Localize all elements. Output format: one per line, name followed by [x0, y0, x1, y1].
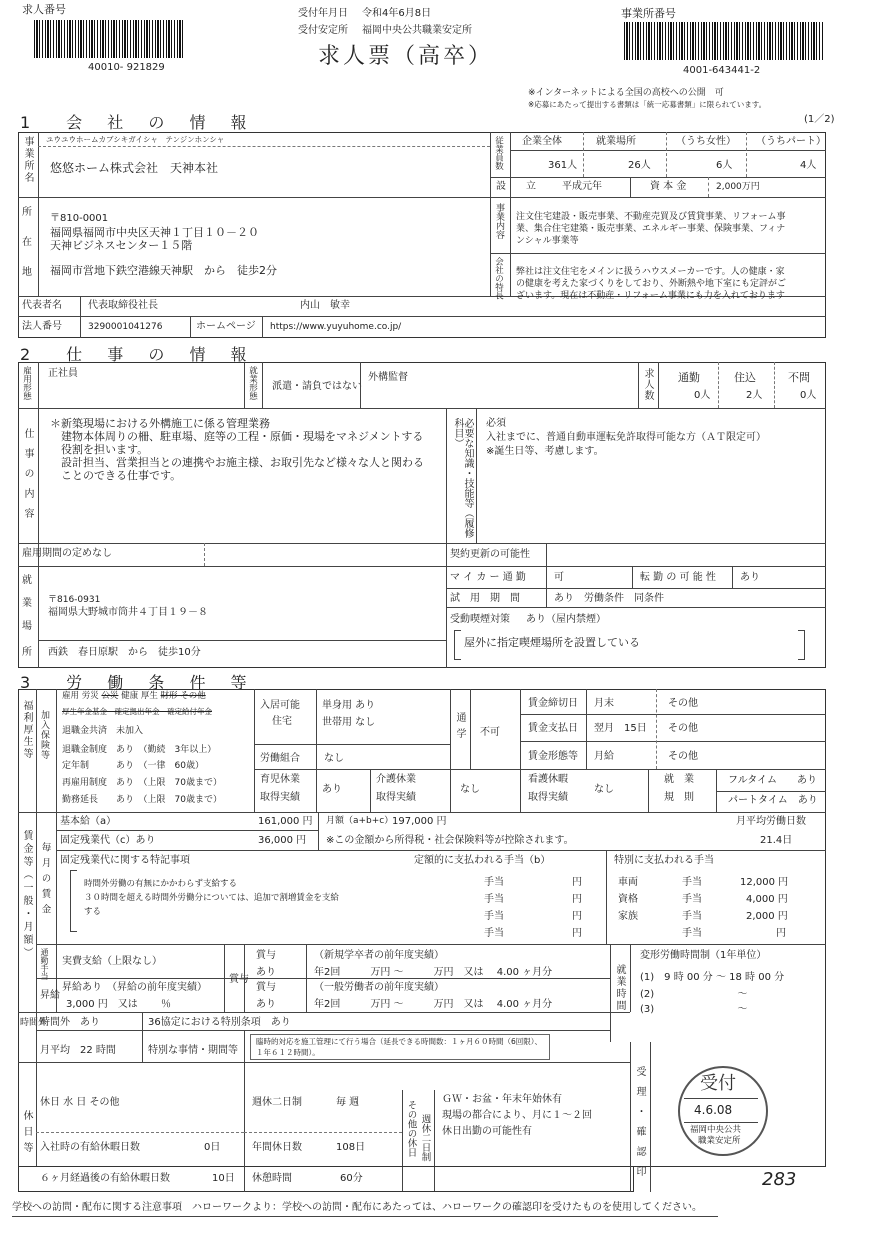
housing-label-2: 住宅	[272, 716, 292, 727]
monthly-avg-overtime: 月平均 22 時間	[40, 1045, 116, 1056]
fixed-overtime-label: 固定残業代（c）あり	[60, 835, 156, 846]
other-holidays-line-1: ＧＷ・お盆・年末年始休有	[442, 1094, 562, 1105]
special-allowance-label: 特別に支払われる手当	[614, 855, 714, 866]
section-job-title: 2 仕 事 の 情 報	[20, 345, 257, 364]
nursing-leave: なし	[460, 784, 480, 795]
car-commute: 可	[554, 572, 564, 583]
childcare-leave-label: 育児休業	[260, 774, 300, 785]
page-indicator: (1／2)	[804, 114, 835, 125]
retirement-mutual-aid: 退職金共済 未加入	[62, 726, 144, 736]
special-allowance-4-unit: 手当	[682, 928, 702, 939]
bonus-new-grad-detail: 年2回 万円 ～ 万円 又は 4.00 ヶ月分	[314, 967, 553, 978]
business-label: 事業内容	[494, 203, 504, 239]
establishment-number-label: 事業所番号	[621, 7, 676, 20]
paid-leave-6m: 10日	[212, 1173, 235, 1184]
childcare-leave: あり	[322, 784, 342, 795]
section-company-title: 1 会 社 の 情 報	[20, 113, 257, 132]
fixed-overtime-notes-label: 固定残業代に関する特記事項	[60, 855, 190, 866]
housing-family: 世帯用 なし	[322, 717, 376, 728]
company-name: 悠悠ホーム株式会社 天神本社	[50, 161, 219, 175]
job-desc-line-3: 役割を担います。	[50, 443, 149, 456]
union-label: 労働組合	[260, 753, 300, 764]
monthly-total: 197,000 円	[392, 816, 447, 827]
homepage-url[interactable]: https://www.yuyuhome.co.jp/	[270, 322, 402, 332]
welfare-label: 福利厚生等	[21, 700, 32, 760]
workplace-label-1: 就	[22, 575, 32, 586]
wage-payday: 翌月 15日	[594, 723, 647, 734]
trial-period: あり 労働条件 同条件	[554, 593, 664, 604]
job-title: 外構監督	[368, 372, 408, 383]
openings-header-commute: 通勤	[678, 371, 700, 384]
special-circumstances-label: 特別な事情・期間等	[148, 1045, 238, 1056]
work-hours-label: 就業時間	[614, 964, 625, 1012]
required-skills-label: 必要な知識・技能等（履修科目）	[452, 418, 473, 538]
insurance-types-row2: 厚生年金基金 確定拠出年金 確定給付年金	[62, 707, 212, 716]
job-desc-line-2: 建物本体周りの柵、駐車場、庭等の工程・原価・現場をマネジメントする	[50, 430, 424, 443]
openings-header-any: 不問	[788, 371, 810, 384]
receipt-label: 受理・確認印	[634, 1066, 645, 1186]
address-label-3: 地	[22, 267, 32, 278]
openings-header-livein: 住込	[734, 371, 756, 384]
emp-count-company: 361人	[548, 160, 578, 171]
paid-leave-start-label: 入社時の有給休暇日数	[40, 1142, 140, 1153]
representative-label: 代表者名	[22, 300, 62, 311]
smoking-policy: あり（屋内禁煙）	[526, 614, 606, 625]
business-line-2: 業、集合住宅建築・販売事業、エネルギー事業、保険事業、フィナ	[516, 224, 786, 234]
smoking-policy-label: 受動喫煙対策	[450, 614, 510, 625]
retirement-age: 定年制 あり （一律 60歳）	[62, 761, 204, 771]
bonus-new-grad: あり	[256, 967, 276, 978]
features-line-3: ざいます。現在は不動産・リフォーム事業にも力を入れております	[516, 291, 785, 301]
overtime-label: 時間外	[20, 1018, 48, 1028]
homepage-label: ホームページ	[196, 321, 256, 332]
representative-name: 内山 敏幸	[300, 300, 350, 311]
business-line-1: 注文住宅建設・販売事業、不動産売買及び賃貸事業、リフォーム事	[516, 212, 786, 222]
raise-amount: 3,000 円 又は ％	[66, 999, 171, 1010]
base-salary: 161,000 円	[258, 816, 313, 827]
fixed-allowance-unit-3: 手当	[484, 911, 504, 922]
representative-title: 代表取締役社長	[88, 300, 158, 311]
trial-period-label: 試 用 期 間	[450, 593, 520, 604]
wage-payday-label: 賃金支払日	[528, 723, 578, 734]
employment-period: 雇用期間の定めなし	[22, 548, 112, 559]
stamp-title: 受付	[700, 1073, 736, 1094]
fixed-allowance-unit-2: 手当	[484, 894, 504, 905]
nursing-leave-label-2: 取得実績	[376, 792, 416, 803]
monthly-total-label: 月額（a+b+c）	[326, 816, 394, 826]
corporate-number-label: 法人番号	[22, 321, 62, 332]
avg-work-days: 21.4日	[760, 835, 793, 846]
childcare-leave-label-2: 取得実績	[260, 792, 300, 803]
rehire-system: 再雇用制度 あり （上限 70歳まで）	[62, 778, 222, 788]
base-salary-label: 基本給（a）	[60, 816, 117, 827]
two-day-weekend: 毎 週	[336, 1097, 360, 1108]
skills-line-1: 必須	[486, 418, 506, 429]
skills-line-2: 入社までに、普通自動車運転免許取得可能な方（ＡＴ限定可）	[486, 432, 766, 443]
commute-school: 不可	[480, 727, 500, 738]
holidays-label: 休日等	[21, 1110, 32, 1158]
access-info: 福岡市営地下鉄空港線天神駅 から 徒歩2分	[50, 264, 277, 277]
bonus-general: あり	[256, 999, 276, 1010]
special-allowance-2-unit: 手当	[682, 894, 702, 905]
fixed-allowance-yen-3: 円	[572, 911, 582, 922]
openings-label: 求人数	[642, 368, 653, 401]
paid-leave-6m-label: ６ヶ月経過後の有給休暇日数	[40, 1173, 170, 1184]
corporate-number: 3290001041276	[88, 322, 163, 332]
address-label-2: 在	[22, 237, 32, 248]
emp-header-workplace: 就業場所	[596, 136, 636, 147]
application-notice: ※応募にあたって提出する書類は「統一応募書類」に限られています。	[528, 100, 767, 109]
housing-label: 入居可能	[260, 700, 300, 711]
address-label-1: 所	[22, 207, 32, 218]
parttime-rules: パートタイム あり	[728, 795, 818, 806]
transfer-label: 転 勤 の 可 能 性	[640, 572, 716, 583]
bonus-label: 賞与	[229, 974, 249, 985]
wage-form-label: 賃金形態等	[528, 751, 578, 762]
sick-leave-label-2: 取得実績	[528, 792, 568, 803]
skills-line-3: ※誕生日等、考慮します。	[486, 446, 604, 457]
wage-other-2: その他	[668, 723, 698, 734]
office-label: 受付安定所	[298, 25, 348, 36]
fixed-allowance-yen-2: 円	[572, 894, 582, 905]
fixed-ot-note-1: 時間外労働の有無にかかわらず支給する	[84, 879, 238, 889]
retirement-system: 退職金制度 あり （勤続 3年以上）	[62, 745, 217, 755]
special-circumstances: 臨時的対応を施工管理にて行う場合（延長できる時間数：１ヶ月６０時間（6回限）、１年６１２時間）。	[256, 1037, 543, 1057]
wage-cutoff: 月末	[594, 698, 614, 709]
work-hours-title: 変形労働時間制（1年単位）	[640, 950, 767, 961]
car-commute-label: マ イ カ ー 通 勤	[450, 572, 526, 583]
commute-allowance: 実費支給（上限なし）	[62, 956, 162, 967]
fixed-allowance-yen-4: 円	[572, 928, 582, 939]
special-allowance-4-amount: 円	[776, 928, 786, 939]
received-date-label: 受付年月日	[298, 8, 348, 19]
work-hours-1: (1) 9 時 00 分 ～ 18 時 00 分	[640, 972, 785, 983]
wage-form: 月給	[594, 751, 614, 762]
workplace-label-4: 所	[22, 647, 32, 658]
break-time-label: 休憩時間	[252, 1173, 292, 1184]
housing-single: 単身用 あり	[322, 700, 376, 711]
emp-count-part: 4人	[800, 160, 817, 171]
insurance-types-row1: 雇用 労災 公災 健康 厚生 財形 その他	[62, 691, 206, 701]
fixed-allowance-label: 定額的に支払われる手当（b）	[414, 855, 551, 866]
openings-livein: 2人	[746, 390, 763, 401]
office-name: 福岡中央公共職業安定所	[362, 25, 472, 36]
stamp-date: 4.6.08	[694, 1103, 733, 1117]
job-number-label: 求人番号	[22, 3, 66, 16]
wage-other-3: その他	[668, 751, 698, 762]
sick-leave: なし	[594, 784, 614, 795]
establishment-barcode	[624, 22, 824, 60]
address-line-2: 天神ビジネスセンター１５階	[50, 239, 193, 252]
job-barcode	[34, 20, 184, 58]
work-extension: 勤務延長 あり （上限 70歳まで）	[62, 795, 222, 805]
holidays: 休日 水 日 その他	[40, 1097, 120, 1108]
bonus-new-grad-label: 賞与	[256, 950, 276, 961]
job-description-label: 仕事の内容	[22, 428, 33, 528]
fixed-allowance-unit-4: 手当	[484, 928, 504, 939]
features-line-1: 弊社は注文住宅をメインに扱うハウスメーカーです。人の健康・家	[516, 267, 785, 277]
capital-label: 資 本 金	[650, 181, 687, 192]
established-label: 設 立	[496, 181, 536, 192]
employment-type-label: 雇用形態	[21, 366, 32, 400]
stamp-office-2: 職業安定所	[698, 1136, 741, 1146]
fixed-ot-note-3: する	[84, 907, 102, 917]
transfer: あり	[740, 572, 760, 583]
avg-work-days-label: 月平均労働日数	[736, 816, 806, 827]
emp-header-part: （うちパート）	[756, 136, 826, 147]
establishment-number: 4001-643441-2	[683, 65, 761, 76]
footer-notice: 学校への訪問・配布に関する注意事項 ハローワークより：学校への訪問・配布にあたっては、ハローワークの確認印を受けたものを使用してください。	[12, 1202, 702, 1213]
employment-type: 正社員	[48, 368, 78, 379]
established-value: 平成元年	[562, 181, 602, 192]
features-line-2: の健康を考えた家づくりをしており、外断熱や地下室にも定評がご	[516, 279, 787, 289]
capital-value: 2,000万円	[716, 182, 760, 192]
special-allowance-2-amount: 4,000 円	[746, 894, 788, 905]
job-desc-line-1: ＊新築現場における外構施工に係る管理業務	[50, 417, 270, 430]
sick-leave-label: 看護休暇	[528, 774, 568, 785]
agreement-36: 36協定における特別条項 あり	[148, 1017, 291, 1028]
union: なし	[324, 753, 344, 764]
other-holidays-label: その他の休日	[405, 1100, 417, 1157]
other-holidays-line-3: 休日出勤の可能性有	[442, 1126, 532, 1137]
bonus-general-title: （一般労働者の前年度実績）	[314, 982, 444, 993]
wage-label: 賃金等（一般・月額）	[21, 830, 32, 960]
raise-label: 昇給	[40, 990, 60, 1001]
workplace-postal: 〒816-0931	[48, 595, 101, 605]
establishment-name-label: 事業所名	[22, 136, 33, 184]
tax-deduction-note: ※この金額から所得税・社会保険料等が控除されます。	[326, 835, 574, 846]
emp-count-workplace: 26人	[628, 160, 651, 171]
openings-any: 0人	[800, 390, 817, 401]
other-holidays-line-2: 現場の都合により、月に１～２回	[442, 1110, 592, 1121]
special-allowance-1-amount: 12,000 円	[740, 877, 789, 888]
insurance-label: 加入保険等	[39, 710, 49, 760]
workplace-label-2: 業	[22, 598, 32, 609]
commute-allowance-label: 通勤手当	[40, 948, 49, 980]
special-allowance-3-name: 家族	[618, 911, 638, 922]
emp-count-female: 6人	[716, 160, 733, 171]
fixed-allowance-unit-1: 手当	[484, 877, 504, 888]
work-rules-label-2: 規 則	[664, 792, 694, 803]
job-desc-line-4: 設計担当、営業担当との連携やお施主様、お取引先など様々な人と関わる	[50, 456, 424, 469]
smoking-detail: 屋外に指定喫煙場所を設置している	[464, 636, 640, 649]
special-allowance-1-name: 車両	[618, 877, 638, 888]
bonus-general-detail: 年2回 万円 ～ 万円 又は 4.00 ヶ月分	[314, 999, 553, 1010]
fulltime-rules: フルタイム あり	[728, 775, 817, 786]
fixed-allowance-yen-1: 円	[572, 877, 582, 888]
handwritten-number: 283	[762, 1169, 797, 1190]
monthly-wage-label: 毎月の賃金	[39, 842, 51, 920]
emp-header-company: 企業全体	[522, 136, 562, 147]
paid-leave-start: 0日	[204, 1142, 221, 1153]
bonus-new-grad-title: （新規学卒者の前年度実績）	[314, 950, 444, 961]
nursing-leave-label: 介護休業	[376, 774, 416, 785]
special-allowance-1-unit: 手当	[682, 877, 702, 888]
commute-school-label: 通学	[454, 712, 465, 744]
workplace-access: 西鉄 春日原駅 から 徒歩10分	[48, 647, 201, 658]
fixed-overtime: 36,000 円	[258, 835, 307, 846]
employment-form: 派遣・請負ではない	[272, 381, 362, 392]
annual-holidays-label: 年間休日数	[252, 1142, 302, 1153]
break-time: 60分	[340, 1173, 363, 1184]
raise-info: 昇給あり （昇給の前年度実績）	[62, 982, 207, 993]
wage-other-1: その他	[668, 698, 698, 709]
internet-notice: ※インターネットによる全国の高校への公開 可	[528, 88, 724, 98]
overtime-exists: 時間外 あり	[40, 1017, 100, 1028]
work-rules-label: 就 業	[664, 774, 694, 785]
postal-code: 〒810-0001	[50, 213, 109, 224]
openings-commute: 0人	[694, 390, 711, 401]
bonus-general-label: 賞与	[256, 982, 276, 993]
job-desc-line-5: ことのできる仕事です。	[50, 469, 182, 482]
employment-form-label: 就業形態	[247, 366, 258, 400]
workplace-label-3: 場	[22, 621, 32, 632]
received-date: 令和4年6月8日	[362, 8, 432, 19]
special-allowance-3-unit: 手当	[682, 911, 702, 922]
features-label: 会社の特長	[493, 257, 504, 300]
employees-label: 従業員数	[493, 136, 504, 170]
job-number: 40010- 921829	[88, 62, 165, 73]
annual-holidays: 108日	[336, 1142, 366, 1153]
workplace-address: 福岡県大野城市筒井４丁目１９－８	[48, 607, 208, 618]
work-hours-3: (3) ～	[640, 1004, 748, 1015]
business-line-3: ンシャル事業等	[516, 236, 579, 246]
contract-renewal-label: 契約更新の可能性	[450, 549, 530, 560]
work-hours-2: (2) ～	[640, 989, 748, 1000]
fixed-ot-note-2: ３０時間を超える時間外労働分については、追加で割増賃金を支給	[84, 893, 339, 903]
section-conditions-title: 3 労 働 条 件 等	[20, 673, 257, 692]
form-title: 求人票（高卒）	[318, 44, 494, 69]
wage-cutoff-label: 賃金締切日	[528, 698, 578, 709]
emp-header-female: （うち女性）	[676, 136, 736, 147]
two-day-weekend-label: 週休二日制	[252, 1097, 302, 1108]
weekly-two-day-vertical: 週休二日制	[419, 1114, 431, 1162]
stamp-office-1: 福岡中央公共	[690, 1125, 742, 1135]
company-name-kana: ユウユウホームカブシキガイシャ テンジンホンシャ	[46, 135, 225, 144]
special-allowance-3-amount: 2,000 円	[746, 911, 788, 922]
address-line-1: 福岡県福岡市中央区天神１丁目１０－２０	[50, 226, 259, 239]
special-allowance-2-name: 資格	[618, 894, 638, 905]
